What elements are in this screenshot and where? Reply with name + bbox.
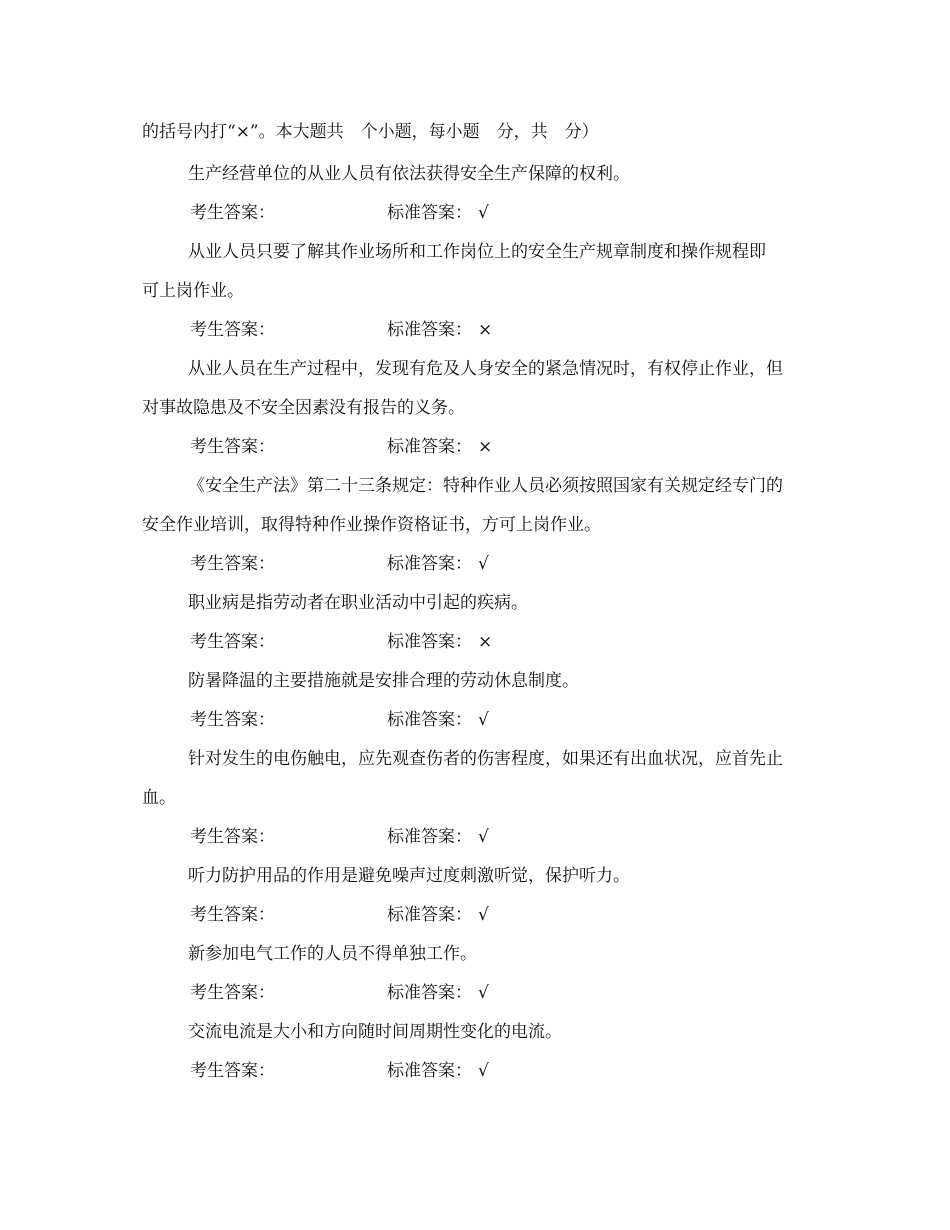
question-text: 生产经营单位的从业人员有依法获得安全生产保障的权利。 xyxy=(188,164,630,184)
standard-answer-label: 标准答案： xyxy=(387,320,472,340)
standard-answer xyxy=(387,553,489,575)
standard-answer-label: 标准答案： xyxy=(387,203,472,223)
standard-answer xyxy=(387,319,492,341)
examinee-answer-label: 考生答案： xyxy=(190,632,275,652)
standard-answer-label: 标准答案： xyxy=(387,710,472,730)
examinee-answer-label: 考生答案： xyxy=(190,437,275,457)
question-text: 从业人员在生产过程中，发现有危及人身安全的紧急情况时，有权停止作业，但 xyxy=(188,359,783,379)
standard-answer xyxy=(387,982,489,1004)
standard-answer-value: √ xyxy=(478,203,489,223)
standard-answer xyxy=(387,436,492,458)
standard-answer xyxy=(387,826,489,848)
standard-answer-value: √ xyxy=(478,905,489,925)
standard-answer-label: 标准答案： xyxy=(387,905,472,925)
standard-answer xyxy=(387,202,489,224)
question-text-continued: 安全作业培训，取得特种作业操作资格证书，方可上岗作业。 xyxy=(142,515,601,535)
standard-answer-value: √ xyxy=(478,1061,489,1081)
examinee-answer-label: 考生答案： xyxy=(190,710,275,730)
standard-answer-value: √ xyxy=(478,827,489,847)
standard-answer-value: × xyxy=(478,320,493,340)
standard-answer-value: × xyxy=(478,437,493,457)
question-text: 从业人员只要了解其作业场所和工作岗位上的安全生产规章制度和操作规程即 xyxy=(188,242,766,262)
examinee-answer-label: 考生答案： xyxy=(190,905,275,925)
standard-answer-label: 标准答案： xyxy=(387,632,472,652)
question-text: 防暑降温的主要措施就是安排合理的劳动休息制度。 xyxy=(188,671,579,691)
standard-answer-value: √ xyxy=(478,983,489,1003)
standard-answer xyxy=(387,709,489,731)
standard-answer xyxy=(387,904,489,926)
question-text-continued: 血。 xyxy=(142,788,176,808)
standard-answer-value: √ xyxy=(478,710,489,730)
examinee-answer-label: 考生答案： xyxy=(190,320,275,340)
examinee-answer-label: 考生答案： xyxy=(190,827,275,847)
question-text: 听力防护用品的作用是避免噪声过度刺激听觉，保护听力。 xyxy=(188,866,630,886)
question-text: 针对发生的电伤触电，应先观查伤者的伤害程度，如果还有出血状况，应首先止 xyxy=(188,749,783,769)
standard-answer-label: 标准答案： xyxy=(387,983,472,1003)
question-text: 职业病是指劳动者在职业活动中引起的疾病。 xyxy=(188,593,528,613)
question-text: 交流电流是大小和方向随时间周期性变化的电流。 xyxy=(188,1022,562,1042)
standard-answer-label: 标准答案： xyxy=(387,1061,472,1081)
examinee-answer-label: 考生答案： xyxy=(190,554,275,574)
standard-answer-label: 标准答案： xyxy=(387,827,472,847)
standard-answer-label: 标准答案： xyxy=(387,554,472,574)
standard-answer xyxy=(387,1060,489,1082)
question-text-continued: 对事故隐患及不安全因素没有报告的义务。 xyxy=(142,398,465,418)
standard-answer-label: 标准答案： xyxy=(387,437,472,457)
question-text-continued: 可上岗作业。 xyxy=(142,281,244,301)
question-text: 新参加电气工作的人员不得单独工作。 xyxy=(188,944,477,964)
examinee-answer-label: 考生答案： xyxy=(190,203,275,223)
standard-answer-value: √ xyxy=(478,554,489,574)
examinee-answer-label: 考生答案： xyxy=(190,1061,275,1081)
examinee-answer-label: 考生答案： xyxy=(190,983,275,1003)
section-instruction: 的括号内打“×”。本大题共 个小题，每小题 分，共 分） xyxy=(142,122,599,142)
question-text: 《安全生产法》第二十三条规定：特种作业人员必须按照国家有关规定经专门的 xyxy=(188,476,783,496)
standard-answer-value: × xyxy=(478,632,493,652)
standard-answer xyxy=(387,631,492,653)
